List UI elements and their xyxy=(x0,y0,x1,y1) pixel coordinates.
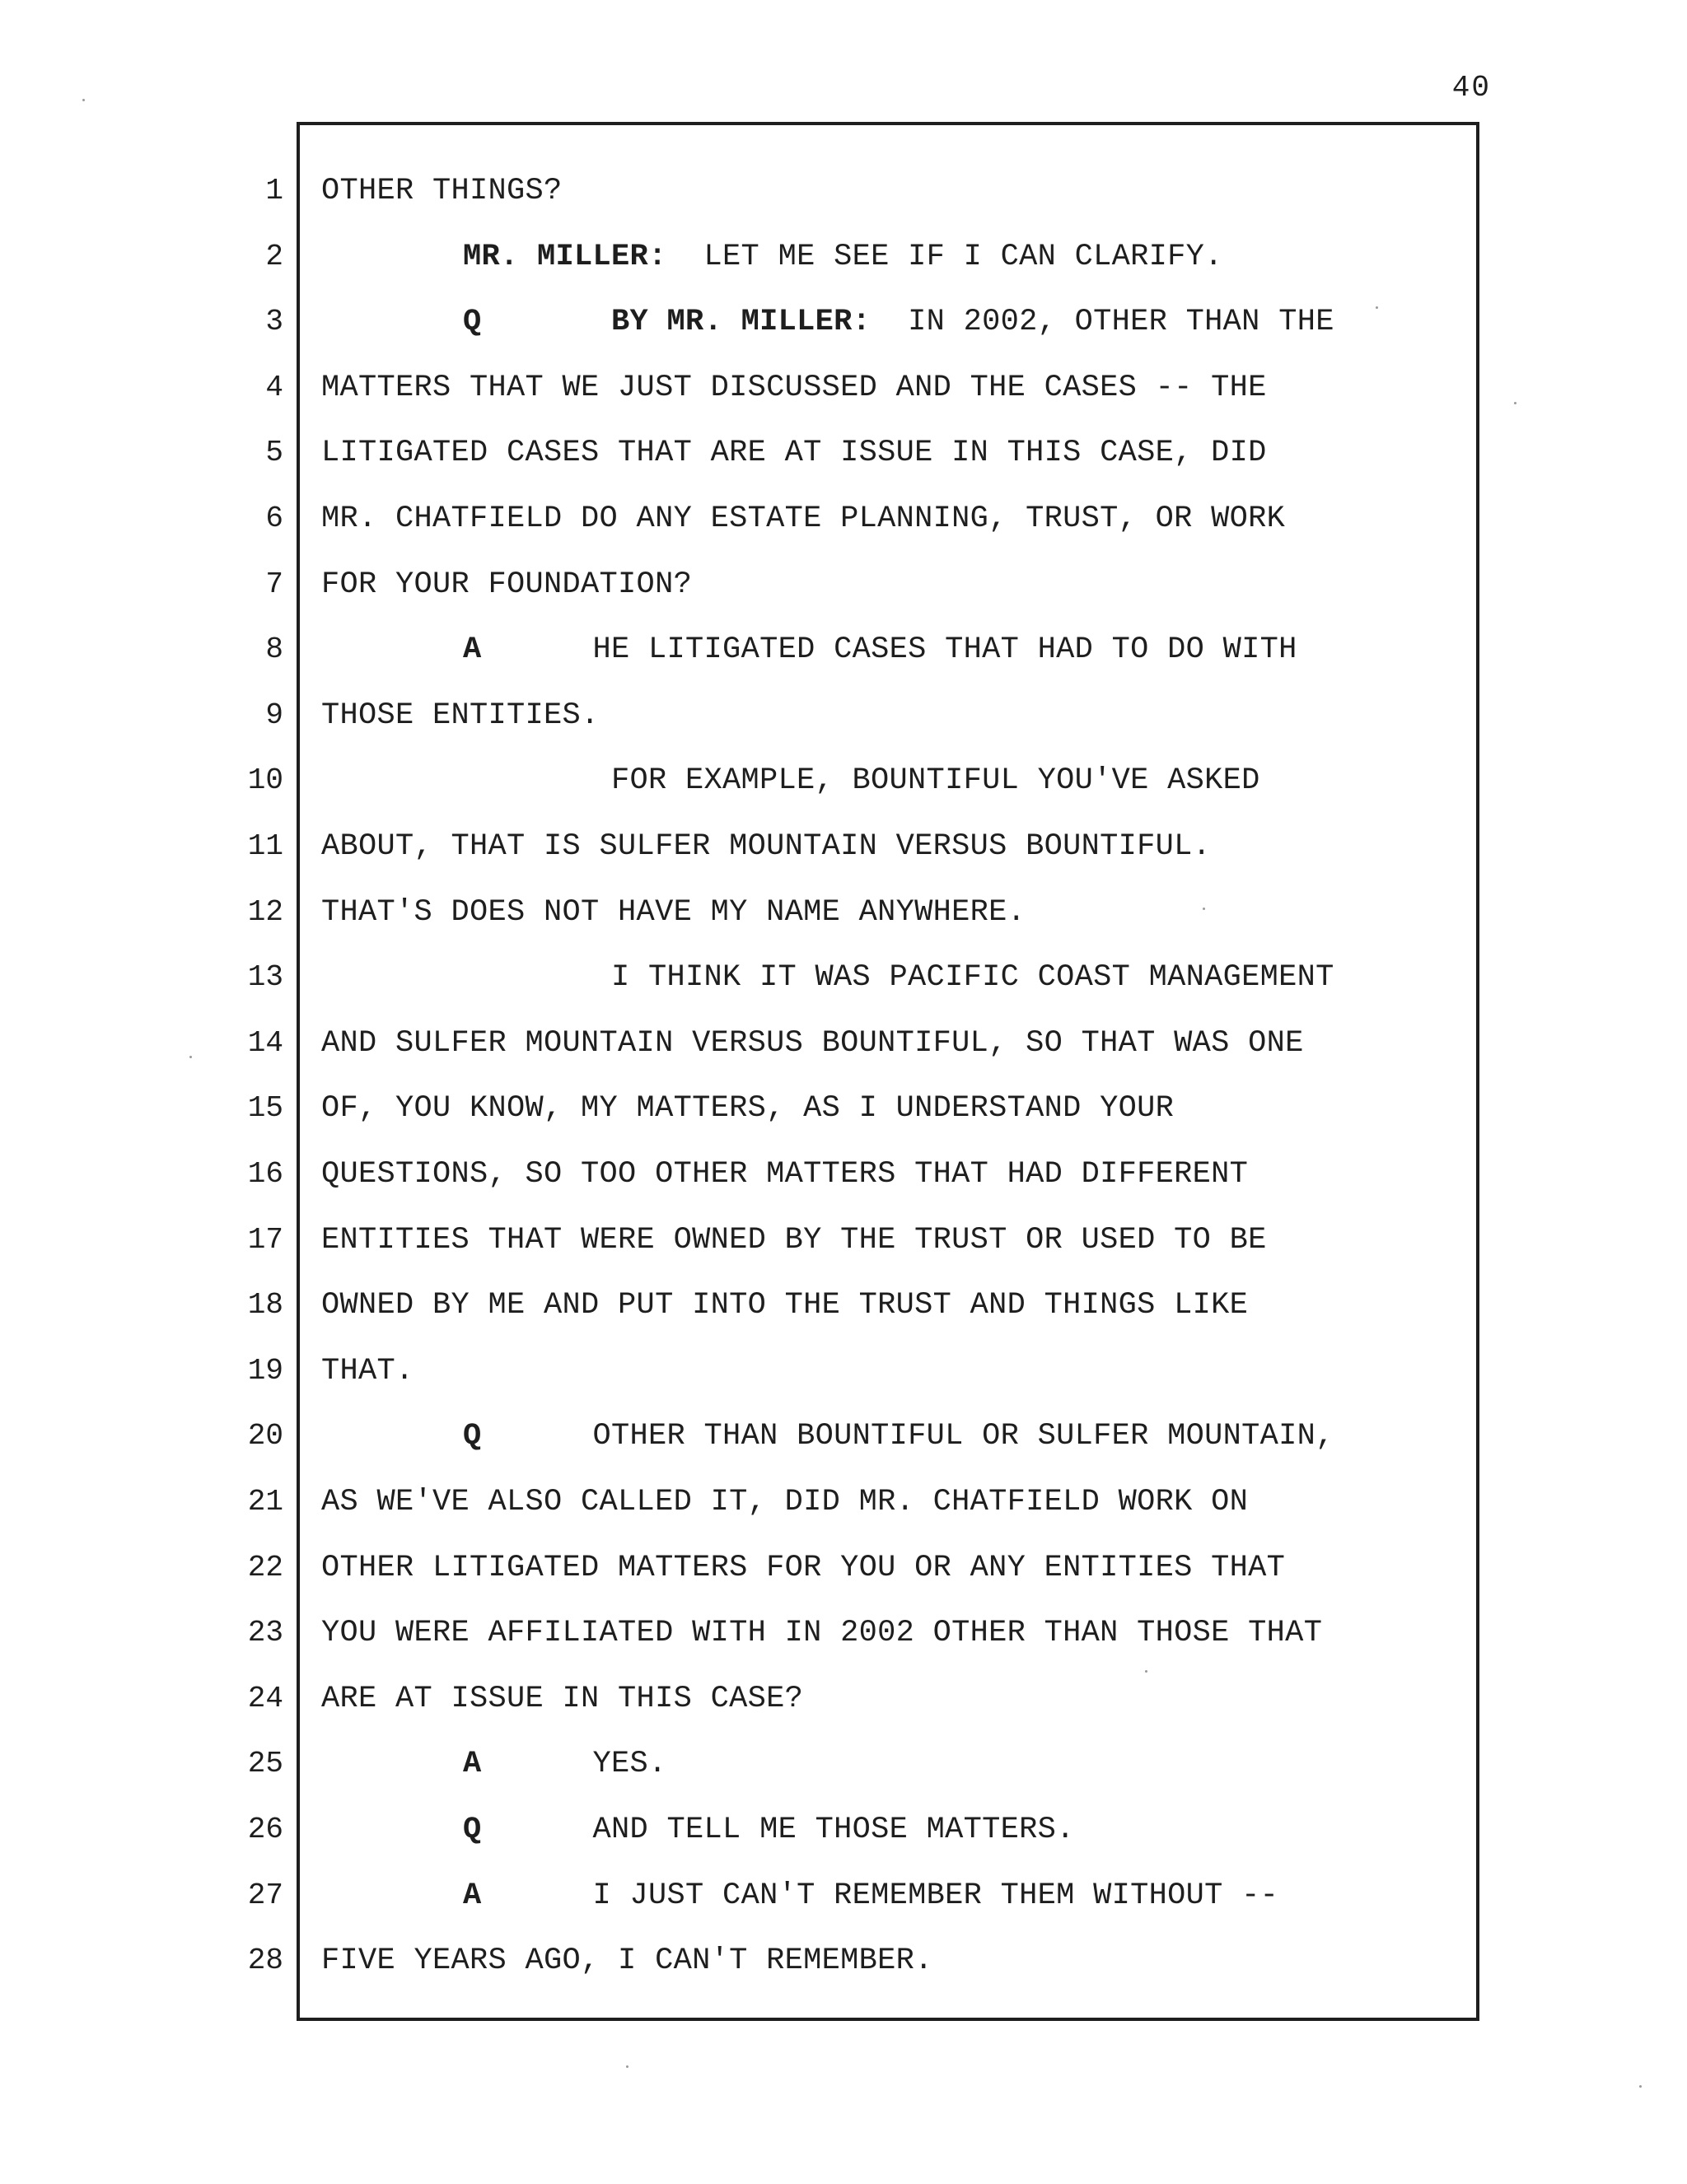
speaker-label: A xyxy=(463,1878,482,1913)
line-number: 1 xyxy=(265,174,283,208)
speaker-label: Q xyxy=(463,305,482,339)
line-number: 6 xyxy=(265,502,283,535)
line-number: 9 xyxy=(265,698,283,732)
transcript-line xyxy=(463,1879,1278,1912)
line-number: 28 xyxy=(247,1944,283,1977)
transcript-line xyxy=(321,1289,1248,1322)
line-number: 24 xyxy=(247,1682,283,1715)
line-number: 23 xyxy=(247,1616,283,1650)
speck xyxy=(626,2065,629,2068)
line-text: THOSE ENTITIES. xyxy=(321,698,600,733)
transcript-line xyxy=(321,502,1285,535)
speck xyxy=(1203,908,1205,910)
transcript-line xyxy=(321,1355,414,1388)
transcript-line xyxy=(321,830,1211,863)
speck xyxy=(1145,1670,1147,1673)
line-text: THAT'S DOES NOT HAVE MY NAME ANYWHERE. xyxy=(321,895,1026,930)
transcript-line xyxy=(321,1224,1267,1257)
transcript-line xyxy=(321,1486,1248,1519)
line-text: FOR EXAMPLE, BOUNTIFUL YOU'VE ASKED xyxy=(611,763,1260,798)
line-text: I JUST CAN'T REMEMBER THEM WITHOUT -- xyxy=(481,1878,1279,1913)
speck xyxy=(1514,402,1516,404)
transcript-line xyxy=(321,1027,1304,1060)
transcript-line xyxy=(321,568,692,601)
transcript-line xyxy=(463,633,1297,666)
transcript-line xyxy=(321,436,1267,469)
line-text: AS WE'VE ALSO CALLED IT, DID MR. CHATFIELD WORK ON xyxy=(321,1485,1249,1519)
speck xyxy=(189,1056,192,1058)
transcript-line xyxy=(321,1617,1322,1650)
line-number: 2 xyxy=(265,240,283,273)
transcript-line xyxy=(321,1682,803,1715)
transcript-line xyxy=(611,764,1260,797)
line-text: IN 2002, OTHER THAN THE xyxy=(871,305,1334,339)
transcript-line xyxy=(321,1944,933,1977)
speaker-label: Q xyxy=(463,1419,482,1454)
line-number: 20 xyxy=(247,1419,283,1453)
line-number: 12 xyxy=(247,895,283,929)
line-text: FOR YOUR FOUNDATION? xyxy=(321,567,693,602)
line-text: ENTITIES THAT WERE OWNED BY THE TRUST OR USED TO BE xyxy=(321,1223,1267,1258)
line-text: QUESTIONS, SO TOO OTHER MATTERS THAT HAD DIFFERENT xyxy=(321,1157,1249,1192)
line-number: 25 xyxy=(247,1747,283,1780)
line-text: AND SULFER MOUNTAIN VERSUS BOUNTIFUL, SO THAT WAS ONE xyxy=(321,1026,1304,1061)
line-text: YES. xyxy=(481,1747,667,1781)
transcript-line xyxy=(463,1813,1075,1846)
line-text: AND TELL ME THOSE MATTERS. xyxy=(481,1813,1075,1847)
transcript-line xyxy=(463,1748,667,1780)
transcript-line xyxy=(463,306,1334,338)
speaker-label: Q xyxy=(463,1813,482,1847)
line-number: 21 xyxy=(247,1485,283,1519)
line-number: 10 xyxy=(247,763,283,797)
line-text: ABOUT, THAT IS SULFER MOUNTAIN VERSUS BOUNTIFUL. xyxy=(321,829,1212,864)
line-text: THAT. xyxy=(321,1354,414,1388)
line-text: HE LITIGATED CASES THAT HAD TO DO WITH xyxy=(481,632,1297,667)
line-text: OWNED BY ME AND PUT INTO THE TRUST AND THINGS LIKE xyxy=(321,1288,1249,1323)
line-number: 18 xyxy=(247,1288,283,1322)
line-text: LET ME SEE IF I CAN CLARIFY. xyxy=(666,240,1223,274)
line-number: 22 xyxy=(247,1551,283,1584)
line-number: 11 xyxy=(247,829,283,863)
transcript-line xyxy=(321,371,1267,404)
line-number: 26 xyxy=(247,1813,283,1846)
speaker-label: BY MR. MILLER: xyxy=(611,305,872,339)
transcript-line xyxy=(321,1158,1248,1191)
line-number: 16 xyxy=(247,1157,283,1191)
line-text: LITIGATED CASES THAT ARE AT ISSUE IN THIS CASE, DID xyxy=(321,436,1267,470)
line-number: 13 xyxy=(247,960,283,994)
line-text: MATTERS THAT WE JUST DISCUSSED AND THE CASES -- THE xyxy=(321,371,1267,405)
line-text: FIVE YEARS AGO, I CAN'T REMEMBER. xyxy=(321,1944,933,1978)
line-number: 8 xyxy=(265,632,283,666)
line-number: 27 xyxy=(247,1878,283,1912)
line-text: YOU WERE AFFILIATED WITH IN 2002 OTHER THAN THOSE THAT xyxy=(321,1616,1323,1650)
line-text: OTHER THINGS? xyxy=(321,174,563,208)
line-number: 14 xyxy=(247,1026,283,1060)
speck xyxy=(1376,306,1378,309)
line-number: 19 xyxy=(247,1354,283,1388)
speck xyxy=(82,99,85,101)
transcript-border xyxy=(297,122,1479,2021)
transcript-line xyxy=(463,1420,1334,1453)
line-text: OTHER LITIGATED MATTERS FOR YOU OR ANY ENTITIES THAT xyxy=(321,1551,1286,1585)
transcript-line xyxy=(321,1552,1285,1584)
line-number: 15 xyxy=(247,1091,283,1125)
transcript-line xyxy=(321,699,600,732)
speck xyxy=(1639,2085,1642,2088)
speaker-label: A xyxy=(463,1747,482,1781)
transcript-line xyxy=(611,961,1334,994)
line-number: 5 xyxy=(265,436,283,469)
line-number: 7 xyxy=(265,567,283,601)
transcript-line xyxy=(321,175,563,208)
line-number: 4 xyxy=(265,371,283,404)
line-number: 3 xyxy=(265,305,283,338)
line-number: 17 xyxy=(247,1223,283,1257)
line-text: OTHER THAN BOUNTIFUL OR SULFER MOUNTAIN, xyxy=(481,1419,1334,1454)
speaker-label: A xyxy=(463,632,482,667)
line-text: OF, YOU KNOW, MY MATTERS, AS I UNDERSTAND YOUR xyxy=(321,1091,1175,1126)
transcript-line xyxy=(321,896,1026,929)
line-text: MR. CHATFIELD DO ANY ESTATE PLANNING, TRUST, OR WORK xyxy=(321,502,1286,536)
transcript-line xyxy=(463,240,1223,273)
page-number: 40 xyxy=(1451,71,1491,105)
line-text xyxy=(482,305,612,339)
speaker-label: MR. MILLER: xyxy=(463,240,667,274)
line-text: I THINK IT WAS PACIFIC COAST MANAGEMENT xyxy=(611,960,1334,995)
transcript-line xyxy=(321,1092,1174,1125)
line-text: ARE AT ISSUE IN THIS CASE? xyxy=(321,1682,804,1716)
